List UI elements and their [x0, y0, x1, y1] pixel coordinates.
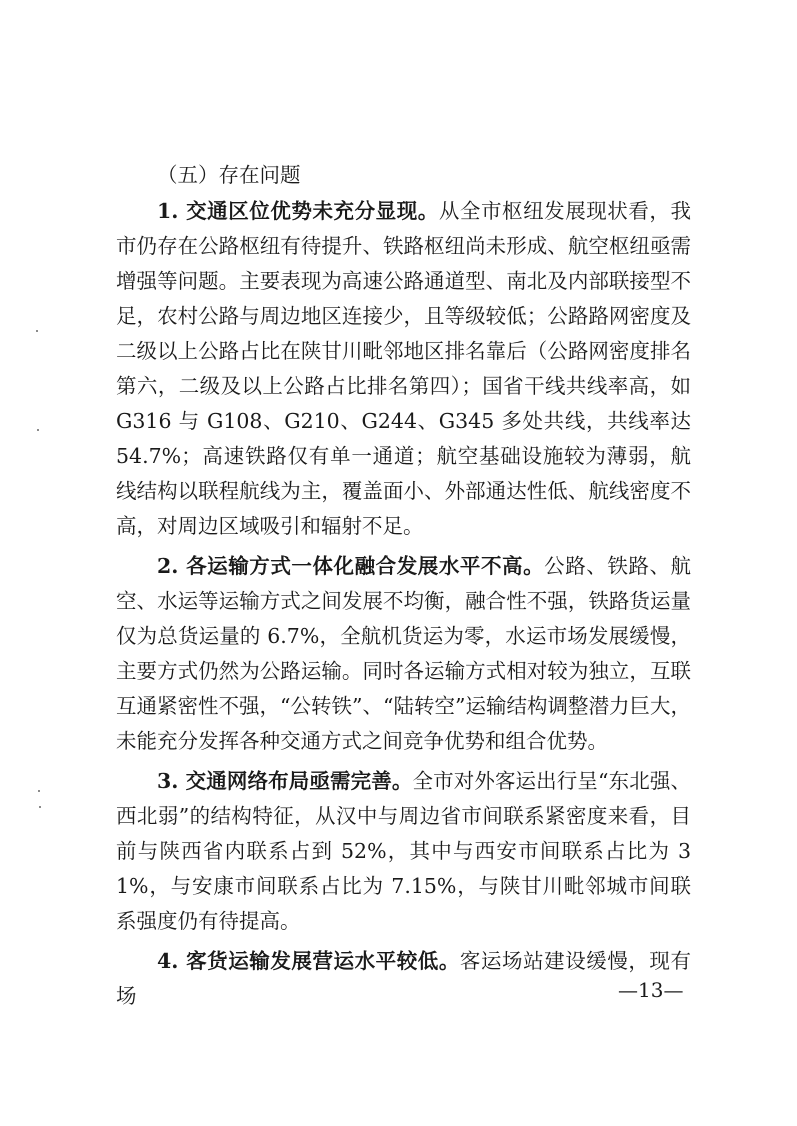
paragraph-body: 客运场站建设缓慢，现有场	[116, 949, 691, 1008]
margin-mark	[38, 790, 40, 792]
paragraph-lead: 1. 交通区位优势未充分显现。	[157, 199, 439, 223]
margin-mark	[39, 806, 41, 808]
body-text	[116, 158, 691, 1019]
page-number: —13—	[618, 978, 684, 1002]
paragraph-lead: 3. 交通网络布局亟需完善。	[157, 769, 413, 793]
paragraph-body: 全市对外客运出行呈“东北强、西北弱”的结构特征，从汉中与周边省市间联系紧密度来看，目前与陕西省内联系占到 52%，其中与西安市间联系占比为 31%，与安康市间联系占比为 7.15%，与陕甘川毗邻城市间联系强度仍有待提高。	[116, 769, 691, 933]
paragraph-4	[116, 944, 691, 1014]
paragraph-body: 公路、铁路、航空、水运等运输方式之间发展不均衡，融合性不强，铁路货运量仅为总货运量的 6.7%，全航机货运为零，水运市场发展缓慢，主要方式仍然为公路运输。同时各运输方式相对较为独立，互联互通紧密性不强，“公转铁”、“陆转空”运输结构调整潜力巨大，未能充分发挥各种交通方式之间竞争优势和组合优势。	[116, 554, 692, 753]
paragraph-3	[116, 764, 691, 939]
margin-mark	[37, 429, 39, 431]
section-title: （五）存在问题	[157, 163, 301, 187]
paragraph-lead: 2. 各运输方式一体化融合发展水平不高。	[157, 554, 545, 578]
paragraph-lead: 4. 客货运输发展营运水平较低。	[157, 949, 460, 973]
paragraph-2	[116, 549, 691, 759]
paragraph-body: 从全市枢纽发展现状看，我市仍存在公路枢纽有待提升、铁路枢纽尚未形成、航空枢纽亟需增强等问题。主要表现为高速公路通道型、南北及内部联接型不足，农村公路与周边地区连接少，且等级较低；公路路网密度及二级以上公路占比在陕甘川毗邻地区排名靠后（公路网密度排名第六，二级及以上公路占比排名第四）；国省干线共线率高，如 G316 与 G108、G210、G244、G345 多处共线，共线率达 54.7%；高速铁路仅有单一通道；航空基础设施较为薄弱，航线结构以联程航线为主，覆盖面小、外部通达性低、航线密度不高，对周边区域吸引和辐射不足。	[116, 199, 691, 538]
paragraph-1	[116, 194, 691, 544]
margin-mark	[36, 330, 38, 332]
